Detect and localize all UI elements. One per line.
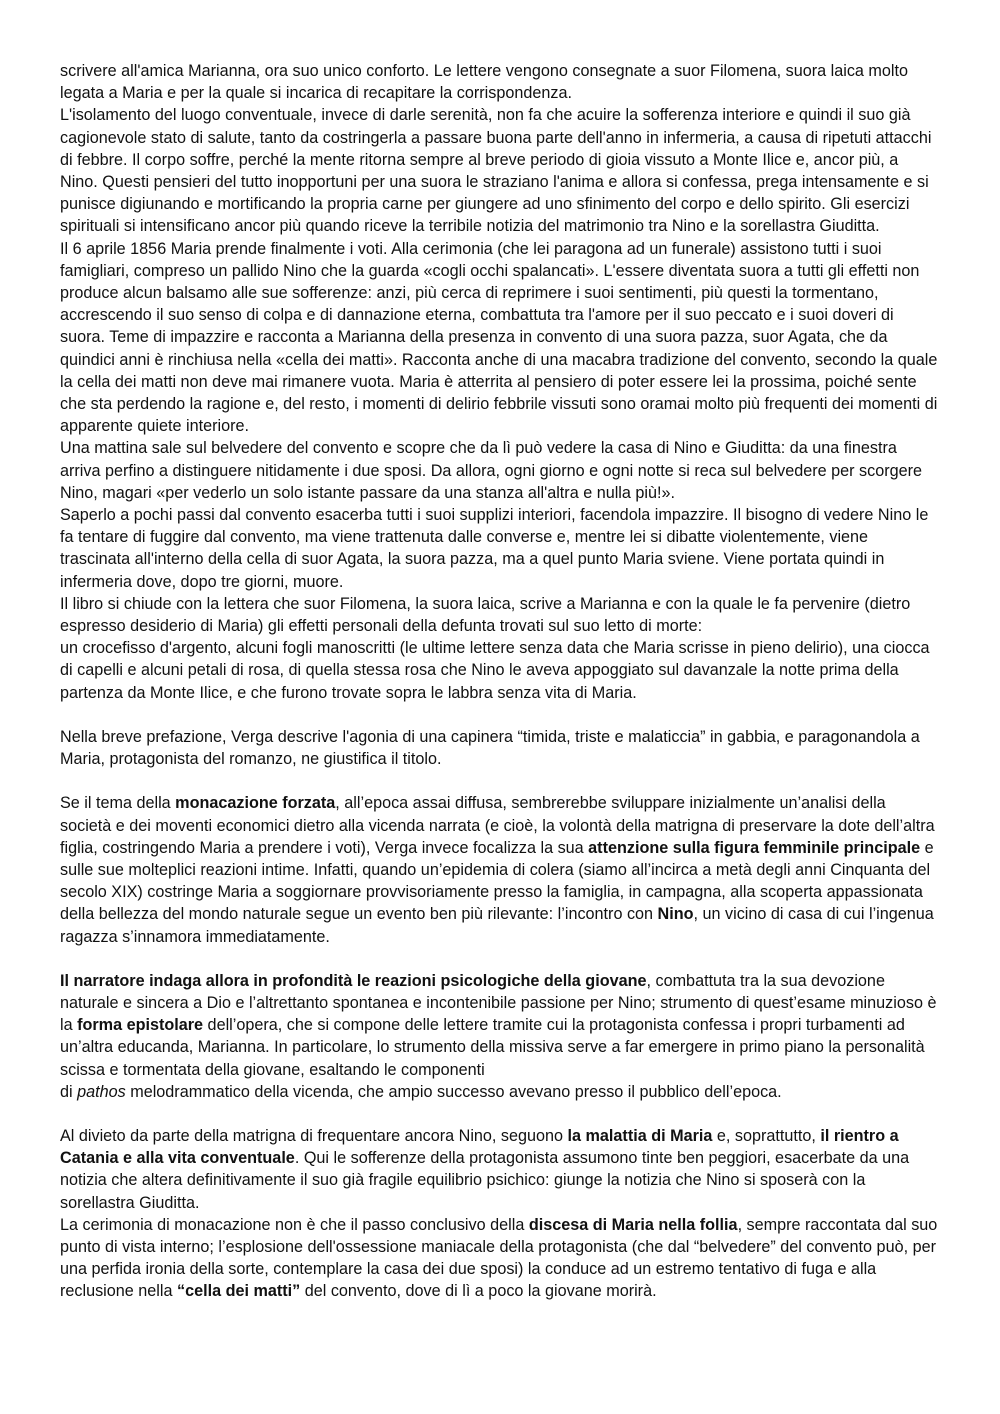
summary-paragraph: scrivere all'amica Marianna, ora suo unico conforto. Le lettere vengono consegnate a suor Filomena, suora laica molto legata a Maria e per la quale si incarica di recapitare la corrispondenza. — [60, 62, 908, 103]
italic-word: pathos — [77, 1082, 126, 1101]
summary-paragraph: Il 6 aprile 1856 Maria prende finalmente i voti. Alla cerimonia (che lei paragona ad un funerale) assistono tutti i suoi famigliari, compreso un pallido Nino che la guarda «cogli occhi spalancati». L'essere diventata suora a tutti gli effetti non produce alcun balsamo alle sue sofferenze: anzi, più cerca di reprimere i suoi sentimenti, più questi la tormentano, accrescendo il suo senso di colpa e di dannazione eterna, combattuta tra l'amore per il suo peccato e i suoi doveri di suora. Teme di impazzire e racconta a Marianna della presenza in convento di una suora pazza, suor Agata, che da quindici anni è rinchiusa nella «cella dei matti». Racconta anche di una macabra tradizione del convento, secondo la quale la cella dei matti non deve mai rimanere vuota. Maria è atterrita al pensiero di poter essere lei la prossima, poiché sente che sta perdendo la ragione e, del resto, i momenti di delirio febbrile vissuti sono oramai molto più frequenti dei momenti di apparente quiete interiore. — [60, 239, 938, 436]
plot-summary — [60, 60, 940, 704]
summary-paragraph: L'isolamento del luogo conventuale, invece di darle serenità, non fa che acuire la sofferenza interiore e quindi il suo già cagionevole stato di salute, tanto da costringerla a passare buona parte dell'anno in infermeria, a causa di ripetuti attacchi di febbre. Il corpo soffre, perché la mente ritorna sempre al breve periodo di gioia vissuto a Monte Ilice e, ancor più, a Nino. Questi pensieri del tutto inopportuni per una suora le straziano l'anima e allora si confessa, prega intensamente e si punisce digiunando e mortificando la propria carne per giungere ad uno sfinimento del corpo e dello spirito. Gli esercizi spirituali si intensificano ancor più quando riceve la terribile notizia del matrimonio tra Nino e la sorellastra Giuditta. — [60, 106, 932, 236]
summary-paragraph: Una mattina sale sul belvedere del convento e scopre che da lì può vedere la casa di Nino e Giuditta: da una finestra arriva perfino a distinguere nitidamente i due sposi. Da allora, ogni giorno e ogni notte si reca sul belvedere per scorgere Nino, magari «per vederlo un solo istante passare da una stanza all'altra e nulla più!». — [60, 439, 923, 502]
text-run: , combattuta tra la sua devozione naturale e sincera a Dio e l’altrettanto spontanea e incontenibile passione per Nino; strumento di quest’esame minuzioso è la — [60, 971, 937, 1035]
text-run: melodrammatico della vicenda, che ampio successo avevano presso il pubblico dell’epoca. — [125, 1082, 782, 1101]
preface-paragraph: Nella breve prefazione, Verga descrive l'agonia di una capinera “timida, triste e malaticcia” in gabbia, e paragonandola a Maria, protagonista del romanzo, ne giustifica il titolo. — [60, 727, 920, 769]
bold-phrase: monacazione forzata — [175, 794, 336, 813]
analysis-paragraph — [60, 1214, 940, 1303]
bold-phrase: “cella dei matti” — [176, 1282, 301, 1301]
analysis-paragraph — [60, 792, 940, 947]
bold-phrase: Nino — [657, 905, 694, 924]
text-run: , all’epoca assai diffusa, sembrerebbe sviluppare inizialmente un’analisi della società e dei moventi economici dietro alla vicenda narrata (e cioè, la volontà della matrigna di preservare la dote dell’altra figlia, costringendo Maria a prendere i voti), Verga invece focalizza la sua — [60, 794, 935, 857]
text-run: di — [60, 1082, 78, 1101]
analysis-section — [60, 970, 940, 1103]
bold-phrase: la malattia di Maria — [567, 1126, 713, 1145]
bold-phrase: Il narratore indaga allora in profondità le reazioni psicologiche della giovane — [60, 971, 647, 990]
analysis-paragraph — [60, 970, 940, 1103]
text-run: , sempre raccontata dal suo punto di vista interno; l’esplosione dell'ossessione maniacale della protagonista (che dal “belvedere” del convento può, per una perfida ironia della sorte, contemplare la casa dei due sposi) la conduce ad un estremo tentativo di fuga e alla reclusione nella — [60, 1215, 938, 1301]
bold-phrase: attenzione sulla figura femminile principale — [588, 838, 921, 857]
text-run: e, soprattutto, — [712, 1126, 821, 1145]
text-run: e sulle sue molteplici reazioni intime. Infatti, quando un’epidemia di colera (siamo all’incirca a metà degli anni Cinquanta del secolo XIX) costringe Maria a soggiornare provvisoriamente presso la famiglia, in campagna, alla scoperta appassionata della bellezza del mondo naturale segue un evento ben più rilevante: l’incontro con — [60, 838, 934, 924]
text-run: dell’opera, che si compone delle lettere tramite cui la protagonista confessa i propri turbamenti ad un’altra educanda, Marianna. In particolare, lo strumento della missiva serve a far emergere in primo piano la personalità scissa e tormentata della giovane, esaltando le componenti — [60, 1016, 925, 1079]
bold-phrase: il rientro a Catania e alla vita conventuale — [60, 1126, 899, 1168]
summary-paragraph: un crocefisso d'argento, alcuni fogli manoscritti (le ultime lettere senza data che Maria scrisse in pieno delirio), una ciocca di capelli e alcuni petali di rosa, di quella stessa rosa che Nino le aveva appoggiato sul davanzale la notte prima della partenza da Monte Ilice, e che furono trovate sopra le labbra senza vita di Maria. — [60, 639, 930, 702]
text-run: , un vicino di casa di cui l’ingenua ragazza s’innamora immediatamente. — [60, 905, 934, 946]
text-run: del convento, dove di lì a poco la giovane morirà. — [300, 1282, 657, 1301]
preface-section — [60, 726, 940, 770]
text-run: La cerimonia di monacazione non è che il passo conclusivo della — [60, 1215, 529, 1234]
summary-paragraph: Saperlo a pochi passi dal convento esacerba tutti i suoi supplizi interiori, facendola impazzire. Il bisogno di vedere Nino le fa tentare di fuggire dal convento, ma viene trattenuta dalle converse e, mentre lei si dibatte violentemente, viene trascinata all'interno della cella di suor Agata, la suora pazza, ma a quel punto Maria sviene. Viene portata quindi in infermeria dove, dopo tre giorni, muore. — [60, 506, 929, 591]
bold-phrase: discesa di Maria nella follia — [528, 1215, 738, 1234]
bold-phrase: forma epistolare — [77, 1016, 204, 1035]
text-run: Al divieto da parte della matrigna di frequentare ancora Nino, seguono — [60, 1126, 568, 1145]
text-run: . Qui le sofferenze della protagonista assumono tinte ben peggiori, esacerbate da una notizia che altera definitivamente il suo già fragile equilibrio psichico: giunge la notizia che Nino si sposerà con la sorellastra Giuditta. — [60, 1149, 910, 1212]
analysis-section — [60, 1125, 940, 1303]
analysis-paragraph — [60, 1125, 940, 1214]
text-run: Se il tema della — [60, 794, 176, 813]
analysis-section — [60, 792, 940, 947]
summary-paragraph: Il libro si chiude con la lettera che suor Filomena, la suora laica, scrive a Marianna e con la quale le fa pervenire (dietro espresso desiderio di Maria) gli effetti personali della defunta trovati sul suo letto di morte: — [60, 594, 911, 636]
